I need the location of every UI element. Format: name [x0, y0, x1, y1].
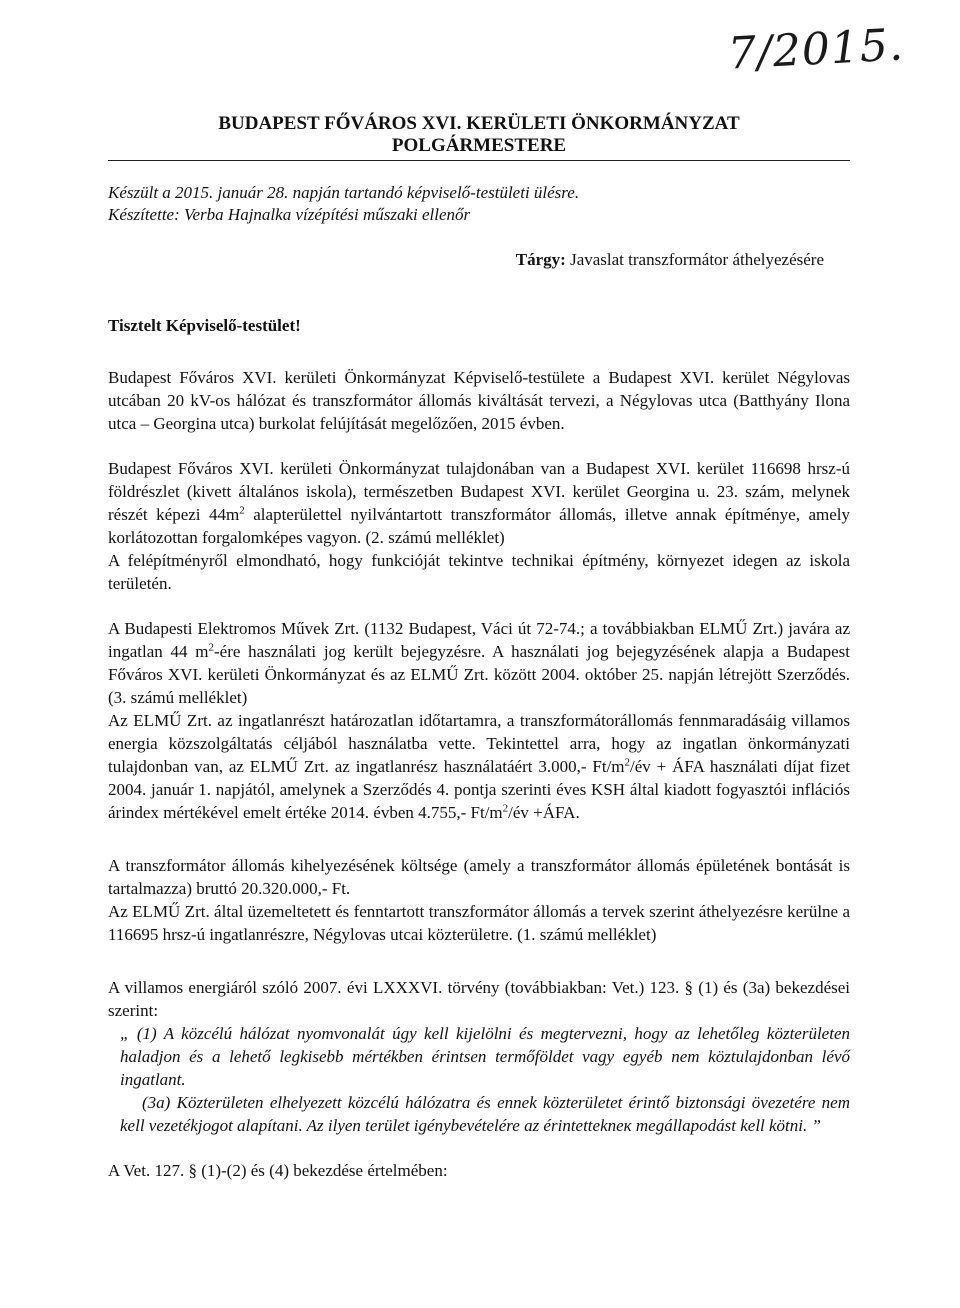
salutation: Tisztelt Képviselő-testület! [108, 316, 301, 335]
paragraph-8: A villamos energiáról szóló 2007. évi LXXXVI. törvény (továbbiakban: Vet.) 123. § (1) és (3a) bekezdései szerint: [108, 978, 850, 1020]
paragraph-4: A Budapesti Elektromos Művek Zrt. (1132 Budapest, Váci út 72-74.; a továbbiakban ELMŰ Zrt.) javára az ingatlan 44 $m^2$-ére használati jog került bejegyzésre. A használati jog bejegyzésének alapja a Budapest Főváros XVI. kerületi Önkormányzat és az ELMŰ Zrt. között 2004. október 25. napján létrejött Szerződés. (3. számú melléklet) [108, 619, 850, 707]
header-line-2: POLGÁRMESTERE [391, 135, 567, 156]
preparer-line: Készítette: Verba Hajnalka vízépítési műszaki ellenőr [108, 205, 471, 224]
quote-1: „ (1) A közcélú hálózat nyomvonalát úgy kell kijelölni és megtervezni, hogy az lehetőleg közterületen haladjon és a lehető legkisebb mértékben érintsen termőföldet vagy egyéb nem köztulajdonban lévő ingatlant. [120, 1024, 850, 1089]
paragraph-2: Budapest Főváros XVI. kerületi Önkormányzat tulajdonában van a Budapest XVI. kerület 116698 hrsz-ú földrészlet (kivett általános iskola), természetben Budapest XVI. kerület Georgina u. 23. szám, melynek részét képezi $44m^2$ alapterülettel nyilvántartott transzformátor állomás, illetve annak építménye, amely korlátozottan forgalomképes vagyon. (2. számú melléklet) [108, 459, 851, 547]
header-divider [108, 160, 850, 161]
header-line-1: BUDAPEST FŐVÁROS XVI. KERÜLETI ÖNKORMÁNYZAT [218, 113, 740, 134]
paragraph-3: A felépítményről elmondható, hogy funkcióját tekintve technikai építmény, környezet idegen az iskola területén. [108, 551, 850, 593]
document-body [108, 366, 850, 1182]
handwritten-number: 7/2015. [726, 19, 905, 80]
paragraph-9: A Vet. 127. § (1)-(2) és (4) bekezdése értelmében: [108, 1161, 448, 1180]
subject-text: Javaslat transzformátor áthelyezésére [570, 250, 824, 269]
paragraph-5: Az ELMŰ Zrt. az ingatlanrészt határozatlan időtartamra, a transzformátorállomás fennmaradásáig villamos energia közszolgáltatás céljából használatba vette. Tekintettel arra, hogy az ingatlan önkormányzati tulajdonban van, az ELMŰ Zrt. az ingatlanrész használatáért 3.000,- $Ft/m^2/év$ + ÁFA használati díjat fizet 2004. január 1. napjától, amelynek a Szerződés 4. pontja szerinti éves KSH által kiadott fogyasztói inflációs árindex mértékével emelt értéke 2014. évben 4.755,- $Ft/m^2/év$ +ÁFA. [108, 711, 850, 822]
paragraph-1: Budapest Főváros XVI. kerületi Önkormányzat Képviselő-testülete a Budapest XVI. kerület Négylovas utcában 20 kV-os hálózat és transzformátor állomás kiváltását tervezi, a Négylovas utca (Batthyány Ilona utca – Georgina utca) burkolat felújítását megelőzően, 2015 évben. [108, 368, 850, 433]
subject-line [516, 250, 824, 270]
quote-2: (3a) Közterületen elhelyezett közcélú hálózatra és ennek közterületet érintő biztonsági övezetére nem kell vezetékjogot alapítani. Az ilyen terület igénybevételére az érintettekneк megállapodást kell kötni. ” [120, 1093, 850, 1135]
paragraph-7: Az ELMŰ Zrt. által üzemeltetett és fenntartott transzformátor állomás a tervek szerint áthelyezésre kerülne a 116695 hrsz-ú ingatlanrészre, Négylovas utcai közterületre. (1. számú melléklet) [108, 902, 850, 944]
meta-block [108, 182, 579, 226]
prepared-for-line: Készült a 2015. január 28. napján tartandó képviselő-testületi ülésre. [108, 183, 580, 202]
document-header [108, 113, 850, 157]
subject-label: Tárgy: [515, 250, 566, 269]
paragraph-6: A transzformátor állomás kihelyezésének költsége (amely a transzformátor állomás épületének bontását is tartalmazza) bruttó 20.320.000,- Ft. [108, 856, 850, 898]
